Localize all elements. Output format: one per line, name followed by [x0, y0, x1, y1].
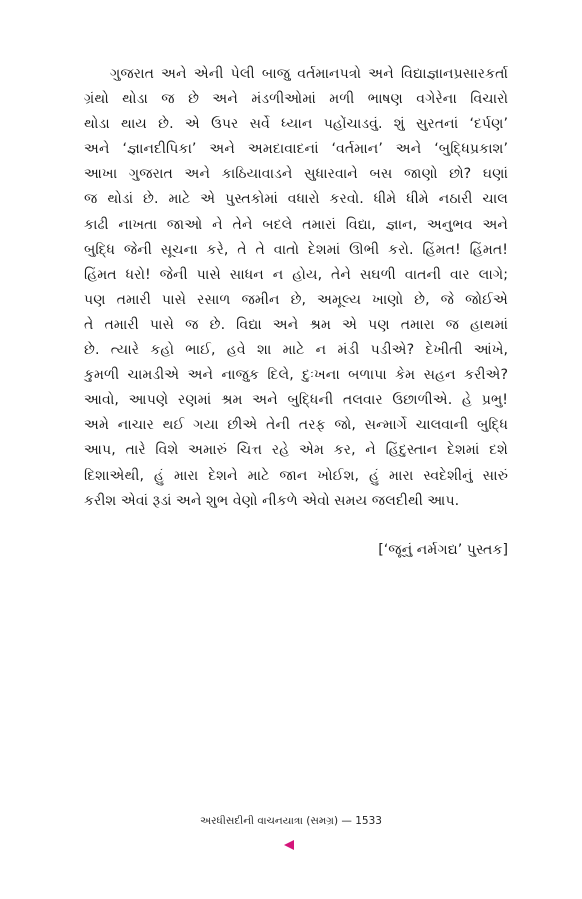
- paragraph-line: કુમળી ચામડીએ અને નાજુક દિલે, દુઃખના બળાપા કેમ સહન કરીએ?: [84, 367, 508, 384]
- paragraph-line: હિંમત ધરો! જેની પાસે સાધન ન હોય, તેને સઘળી વાતની વાર લાગે;: [84, 266, 508, 283]
- page-footer: અરધીસદીની વાચનયાત્રા (સમગ્ર) — 1533: [200, 815, 382, 827]
- paragraph-line: અને ‘જ્ઞાનદીપિકા’ અને અમદાવાદનાં ‘વર્તમાન’ અને ‘બુદ્ધિપ્રકાશ’: [84, 141, 508, 158]
- paragraph-line: આખા ગુજરાત અને કાઠિયાવાડને સુધારવાને બસ જાણો છો? ઘણાં: [84, 166, 508, 183]
- paragraph-line: કાઢી નાખતા જાઓ ને તેને બદલે તમારાં વિદ્યા, જ્ઞાન, અનુભવ અને: [84, 216, 508, 233]
- paragraph: [84, 62, 508, 514]
- paragraph-line: છે. ત્યારે કહો ભાઈ, હવે શા માટે ન મંડી પડીએ? દેખીતી આંખે,: [84, 342, 508, 359]
- paragraph-line: થોડા થાય છે. એ ઉપર સર્વે ધ્યાન પહોંચાડવું. શું સુરતનાં ‘દર્પણ’: [84, 116, 508, 133]
- paragraph-line: આવો, આપણે રણમાં શ્રમ અને બુદ્ધિની તલવાર ઉછાળીએ. હે પ્રભુ!: [84, 392, 508, 409]
- paragraph-line: આપ, તારે વિશે અમારું ચિત્ત રહે એમ કર, ને હિંદુસ્તાન દેશમાં દશે: [84, 442, 508, 459]
- source-citation: [‘જૂનું નર્મગદ્ય’ પુસ્તક]: [378, 542, 508, 558]
- paragraph-line: બુદ્ધિ જેની સૂચના કરે, તે તે વાતો દેશમાં ઊભી કરો. હિંમત! હિંમત!: [84, 241, 508, 258]
- paragraph-line: ગુજરાત અને એની પેલી બાજુ વર્તમાનપત્રો અને વિદ્યાજ્ઞાનપ્રસારકર્તા: [110, 66, 508, 82]
- paragraph-line: પણ તમારી પાસે રસાળ જમીન છે, અમૂલ્ય ખાણો છે, જે જોઈએ: [84, 291, 508, 308]
- paragraph-line: જ થોડાં છે. માટે એ પુસ્તકોમાં વધારો કરવો. ધીમે ધીમે નઠારી ચાલ: [84, 191, 508, 208]
- paragraph-line: દિશાએથી, હું મારા દેશને માટે જાન ખોઈશ, હું મારા સ્વદેશીનું સારું: [84, 467, 508, 484]
- paragraph-line: કરીશ એવાં રૂડાં અને શુભ વેણો નીકળે એવો સમય જલદીથી આપ.: [84, 492, 460, 509]
- paragraph-line: અમે નાચાર થઈ ગયા છીએ તેની તરફ જો, સન્માર્ગે ચાલવાની બુદ્ધિ: [84, 417, 508, 434]
- paragraph-line: તે તમારી પાસે જ છે. વિદ્યા અને શ્રમ એ પણ તમારા જ હાથમાં: [84, 316, 508, 333]
- triangle-left-icon[interactable]: [284, 840, 294, 850]
- paragraph-line: ગ્રંથો થોડા જ છે અને મંડળીઓમાં મળી ભાષણ વગેરેના વિચારો: [84, 91, 508, 108]
